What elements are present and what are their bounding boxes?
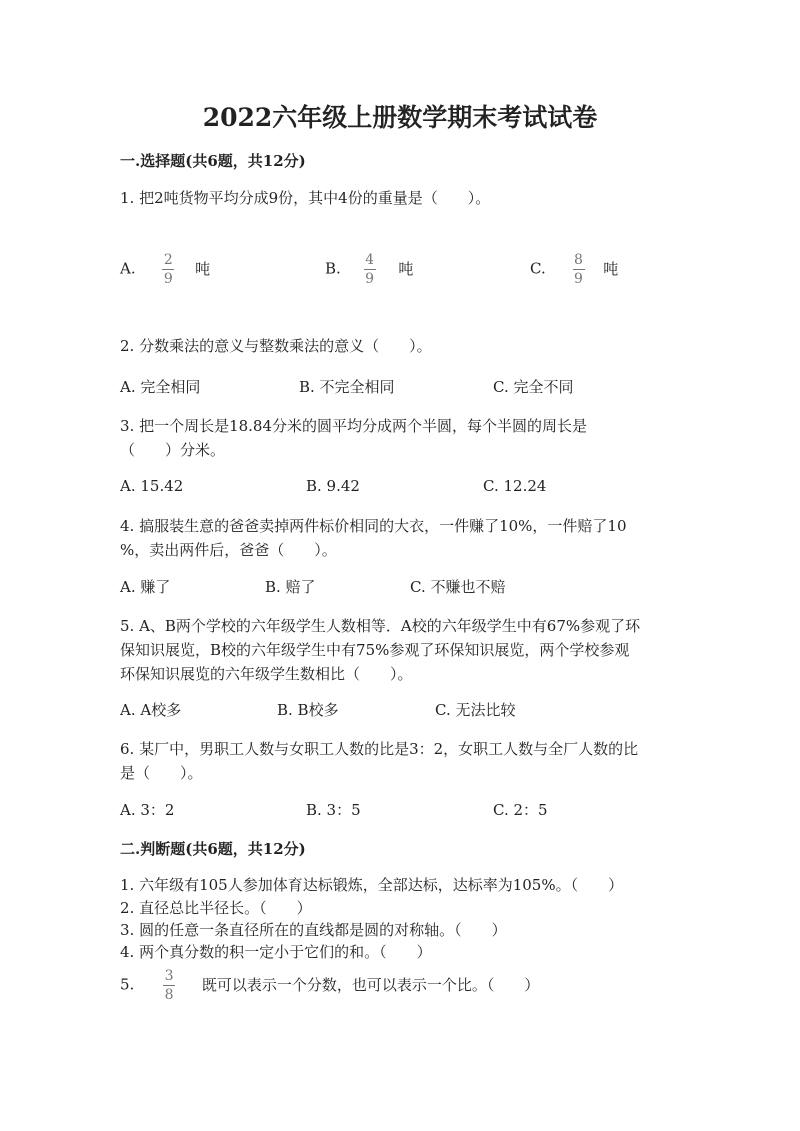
question-2-option-a: A. 完全相同 [120,378,201,396]
question-4-option-b: B. 赔了 [265,578,316,596]
question-4-line-2: %，卖出两件后，爸爸（ ）。 [120,541,337,559]
judgment-item-2: 2. 直径总比半径长。（ ） [120,899,312,917]
question-1-option-b [325,252,413,287]
numerator: 2 [163,252,173,268]
judgment-item-5 [120,968,539,1003]
item-text: 既可以表示一个分数，也可以表示一个比。（ ） [201,975,540,994]
question-1-option-c [530,252,618,287]
question-5-line-1: 5. A、B两个学校的六年级学生人数相等．A校的六年级学生中有67%参观了环 [120,617,641,635]
option-label: C. [530,259,546,278]
item-label: 5. [120,975,135,994]
question-3-option-b: B. 9.42 [306,477,360,495]
denominator: 9 [365,271,375,287]
option-label: A. [120,259,136,278]
question-6-line-2: 是（ ）。 [120,764,203,782]
numerator: 3 [164,968,174,984]
fraction-bar [162,269,174,270]
question-1-option-a [120,252,210,287]
question-3-option-a: A. 15.42 [120,477,184,495]
question-2-text: 2. 分数乘法的意义与整数乘法的意义（ ）。 [120,337,432,355]
page-title: 2022六年级上册数学期末考试试卷 [202,103,598,132]
unit-label: 吨 [398,259,414,278]
question-6-option-c: C. 2：5 [493,801,548,819]
unit-label: 吨 [195,259,211,278]
question-4-option-c: C. 不赚也不赔 [410,578,506,596]
question-5-option-b: B. B校多 [277,701,339,719]
question-2-option-c: C. 完全不同 [493,378,574,396]
fraction [573,252,585,287]
judgment-item-3: 3. 圆的任意一条直径所在的直线都是圆的对称轴。（ ） [120,921,507,939]
fraction [162,252,174,287]
denominator: 9 [574,271,583,287]
judgment-item-1: 1. 六年级有105人参加体育达标锻炼，全部达标，达标率为105%。（ ） [120,876,624,894]
fraction [163,968,175,1003]
section-heading-judgment: 二.判断题(共6题，共12分) [120,840,306,858]
question-3-line-2: （ ）分米。 [120,441,226,459]
option-label: B. [325,259,341,278]
judgment-item-4: 4. 两个真分数的积一定小于它们的和。（ ） [120,943,432,961]
denominator: 9 [163,271,173,287]
question-5-option-c: C. 无法比较 [435,701,516,719]
section-heading-choice: 一.选择题(共6题，共12分) [120,152,306,170]
fraction [364,252,376,287]
question-6-line-1: 6. 某厂中，男职工人数与女职工人数的比是3：2，女职工人数与全厂人数的比 [120,740,639,758]
fraction-bar [163,985,175,986]
question-5-line-2: 保知识展览，B校的六年级学生中有75%参观了环保知识展览，两个学校参观 [120,641,630,659]
numerator: 8 [574,252,583,268]
question-3-line-1: 3. 把一个周长是18.84分米的圆平均分成两个半圆，每个半圆的周长是 [120,417,588,435]
question-5-line-3: 环保知识展览的六年级学生数相比（ ）。 [120,665,413,683]
question-4-option-a: A. 赚了 [120,578,171,596]
question-1-text: 1. 把2吨货物平均分成9份，其中4份的重量是（ ）。 [120,189,491,207]
question-5-option-a: A. A校多 [120,701,182,719]
fraction-bar [573,269,585,270]
denominator: 8 [164,987,174,1003]
unit-label: 吨 [603,259,619,278]
question-6-option-b: B. 3：5 [306,801,361,819]
fraction-bar [364,269,376,270]
question-3-option-c: C. 12.24 [483,477,547,495]
question-6-option-a: A. 3：2 [120,801,175,819]
question-2-option-b: B. 不完全相同 [299,378,395,396]
question-4-line-1: 4. 搞服装生意的爸爸卖掉两件标价相同的大衣，一件赚了10%，一件赔了10 [120,517,627,535]
numerator: 4 [365,252,375,268]
